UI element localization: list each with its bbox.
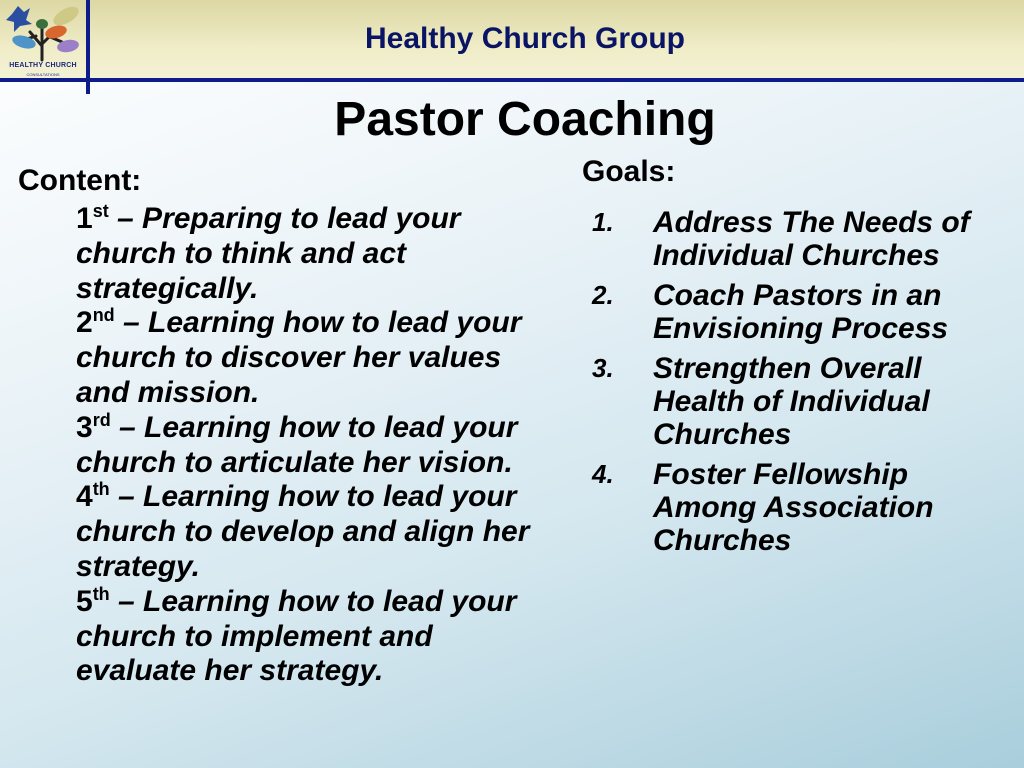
content-item-suffix: th <box>92 583 110 604</box>
goal-number: 3. <box>592 353 614 383</box>
goal-text: Address The Needs of Individual Churches <box>653 206 970 272</box>
healthy-church-logo <box>2 2 84 78</box>
goal-item <box>592 279 1002 345</box>
goal-number: 1. <box>592 207 614 237</box>
content-item <box>76 411 546 481</box>
goals-heading: Goals: <box>582 155 676 188</box>
content-item-ordinal: 5 <box>76 584 93 618</box>
goals-list <box>592 206 1002 564</box>
content-item-text: – Preparing to lead your church to think and act strategically. <box>76 202 461 305</box>
goal-item <box>592 206 1002 272</box>
header-divider <box>0 78 1024 82</box>
logo-text: HEALTHY CHURCH <box>9 62 77 69</box>
content-item-text: – Learning how to lead your church to implement and evaluate her strategy. <box>76 584 517 688</box>
content-item <box>76 306 546 410</box>
org-title: Healthy Church Group <box>364 22 686 55</box>
content-item <box>76 202 546 306</box>
goal-item <box>592 458 1002 557</box>
content-item <box>76 480 546 584</box>
goal-number: 2. <box>592 280 614 310</box>
goal-text: Coach Pastors in an Envisioning Process <box>653 279 949 345</box>
content-item-ordinal: 4 <box>76 480 93 514</box>
goal-item <box>592 352 1002 451</box>
goal-number: 4. <box>592 459 614 489</box>
content-item-ordinal: 1 <box>76 202 93 235</box>
content-item-ordinal: 2 <box>76 306 93 340</box>
content-item-suffix: rd <box>92 409 111 430</box>
content-item-suffix: th <box>92 479 110 500</box>
content-item-ordinal: 3 <box>76 410 93 444</box>
content-list <box>76 202 546 689</box>
content-item-suffix: st <box>92 201 109 221</box>
goal-text: Foster Fellowship Among Association Churches <box>653 458 934 557</box>
slide-title: Pastor Coaching <box>334 93 716 146</box>
content-item <box>76 585 546 689</box>
goal-text: Strengthen Overall Health of Individual Churches <box>653 352 930 451</box>
tree-logo-icon <box>2 2 84 62</box>
content-heading: Content: <box>18 164 142 197</box>
content-item-text: – Learning how to lead your church to articulate her vision. <box>76 410 518 479</box>
content-item-text: – Learning how to lead your church to develop and align her strategy. <box>76 480 530 583</box>
content-item-text: – Learning how to lead your church to discover her values and mission. <box>76 306 522 409</box>
logo-subtext: CONSULTATIONS <box>26 72 60 77</box>
content-item-suffix: nd <box>92 305 115 326</box>
